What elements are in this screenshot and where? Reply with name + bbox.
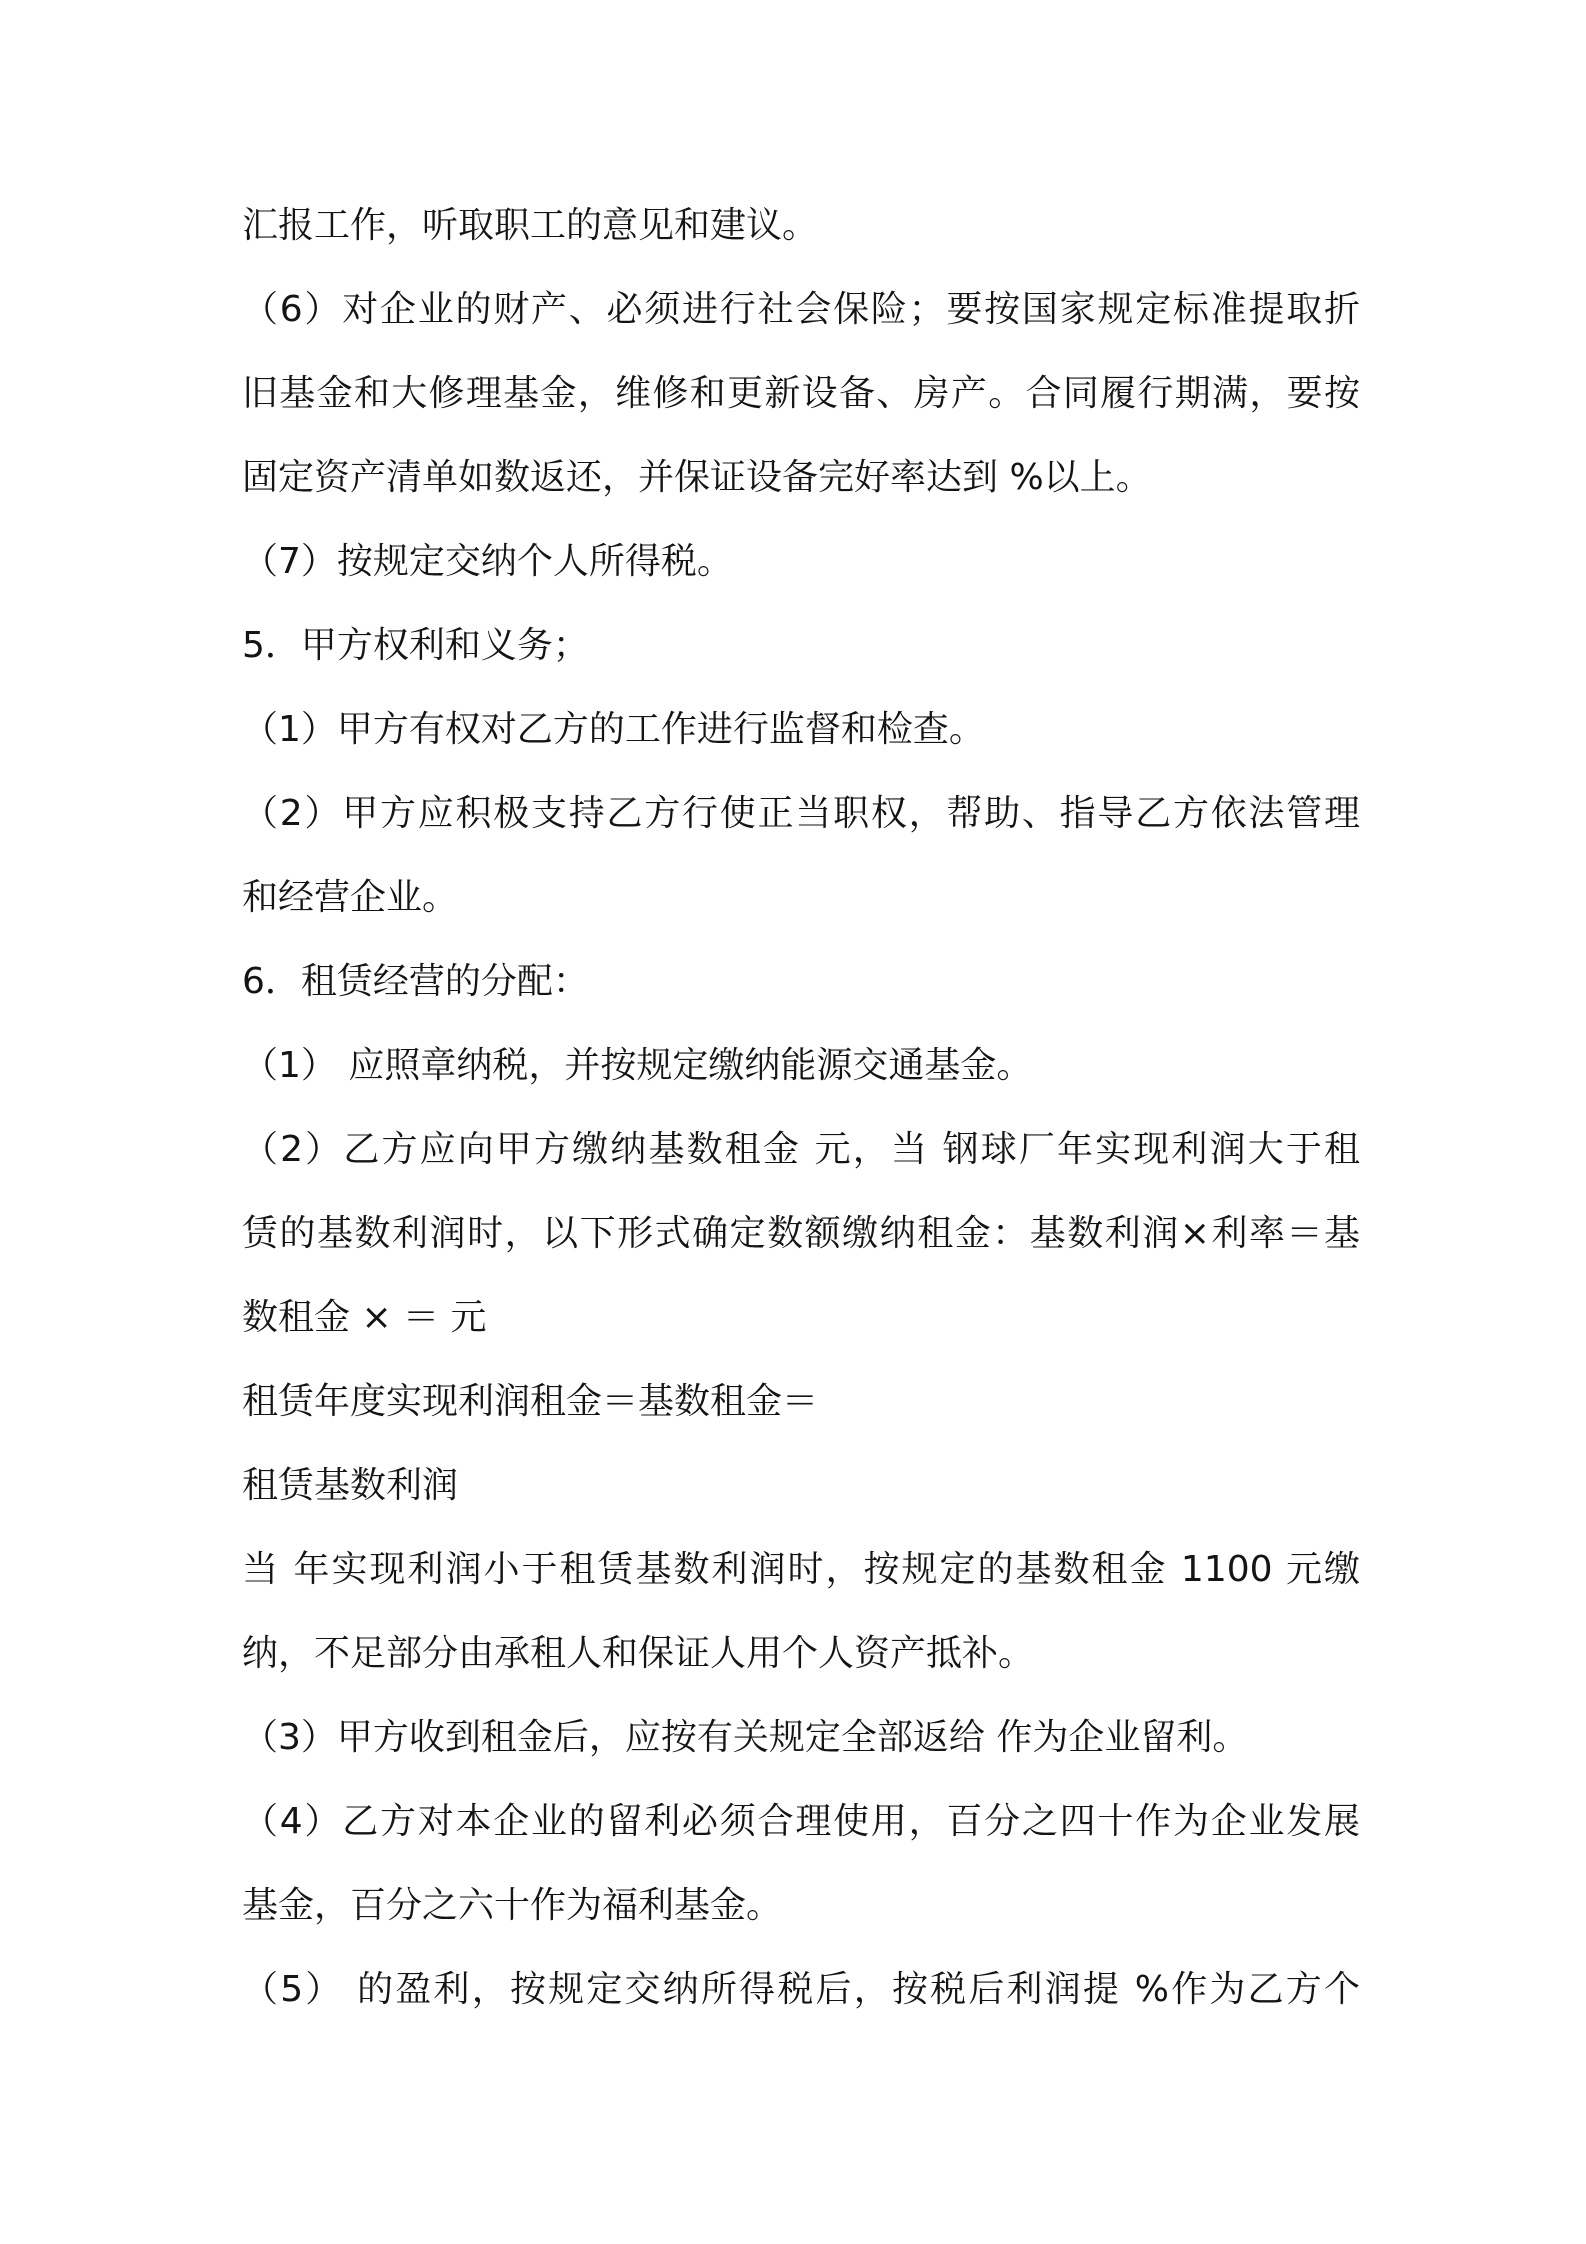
- text-line: （2）乙方应向甲方缴纳基数租金 元，当 钢球厂年实现利润大于租: [242, 1129, 1360, 1170]
- section-heading: 5．甲方权利和义务；: [242, 625, 589, 666]
- text-line: 租赁基数利润: [242, 1465, 459, 1506]
- text-line: （1）甲方有权对乙方的工作进行监督和检查。: [242, 709, 985, 750]
- text-line: （7）按规定交纳个人所得税。: [242, 541, 733, 582]
- document-body: [242, 184, 1360, 2032]
- text-line: 旧基金和大修理基金，维修和更新设备、房产。合同履行期满，要按: [242, 373, 1360, 414]
- text-line: 基金，百分之六十作为福利基金。: [242, 1885, 783, 1926]
- text-line: 数租金 × ＝ 元: [242, 1297, 487, 1338]
- text-line: 赁的基数利润时，以下形式确定数额缴纳租金：基数利润×利率＝基: [242, 1213, 1360, 1254]
- text-line: 租赁年度实现利润租金＝基数租金＝: [242, 1381, 819, 1422]
- text-line: （1） 应照章纳税，并按规定缴纳能源交通基金。: [242, 1045, 1033, 1086]
- section-heading: 6．租赁经营的分配：: [242, 961, 589, 1002]
- text-line: （6）对企业的财产、必须进行社会保险；要按国家规定标准提取折: [242, 289, 1360, 330]
- text-line: （5） 的盈利，按规定交纳所得税后，按税后利润提 %作为乙方个: [242, 1969, 1360, 2010]
- text-line: （3）甲方收到租金后，应按有关规定全部返给 作为企业留利。: [242, 1717, 1249, 1758]
- text-line: （4）乙方对本企业的留利必须合理使用，百分之四十作为企业发展: [242, 1801, 1360, 1842]
- text-line: （2）甲方应积极支持乙方行使正当职权，帮助、指导乙方依法管理: [242, 793, 1360, 834]
- text-line: 纳，不足部分由承租人和保证人用个人资产抵补。: [242, 1633, 1035, 1674]
- text-line: 固定资产清单如数返还，并保证设备完好率达到 %以上。: [242, 457, 1152, 498]
- text-line: 汇报工作，听取职工的意见和建议。: [242, 205, 819, 246]
- text-line: 和经营企业。: [242, 877, 459, 918]
- text-line: 当 年实现利润小于租赁基数利润时，按规定的基数租金 1100 元缴: [242, 1549, 1360, 1590]
